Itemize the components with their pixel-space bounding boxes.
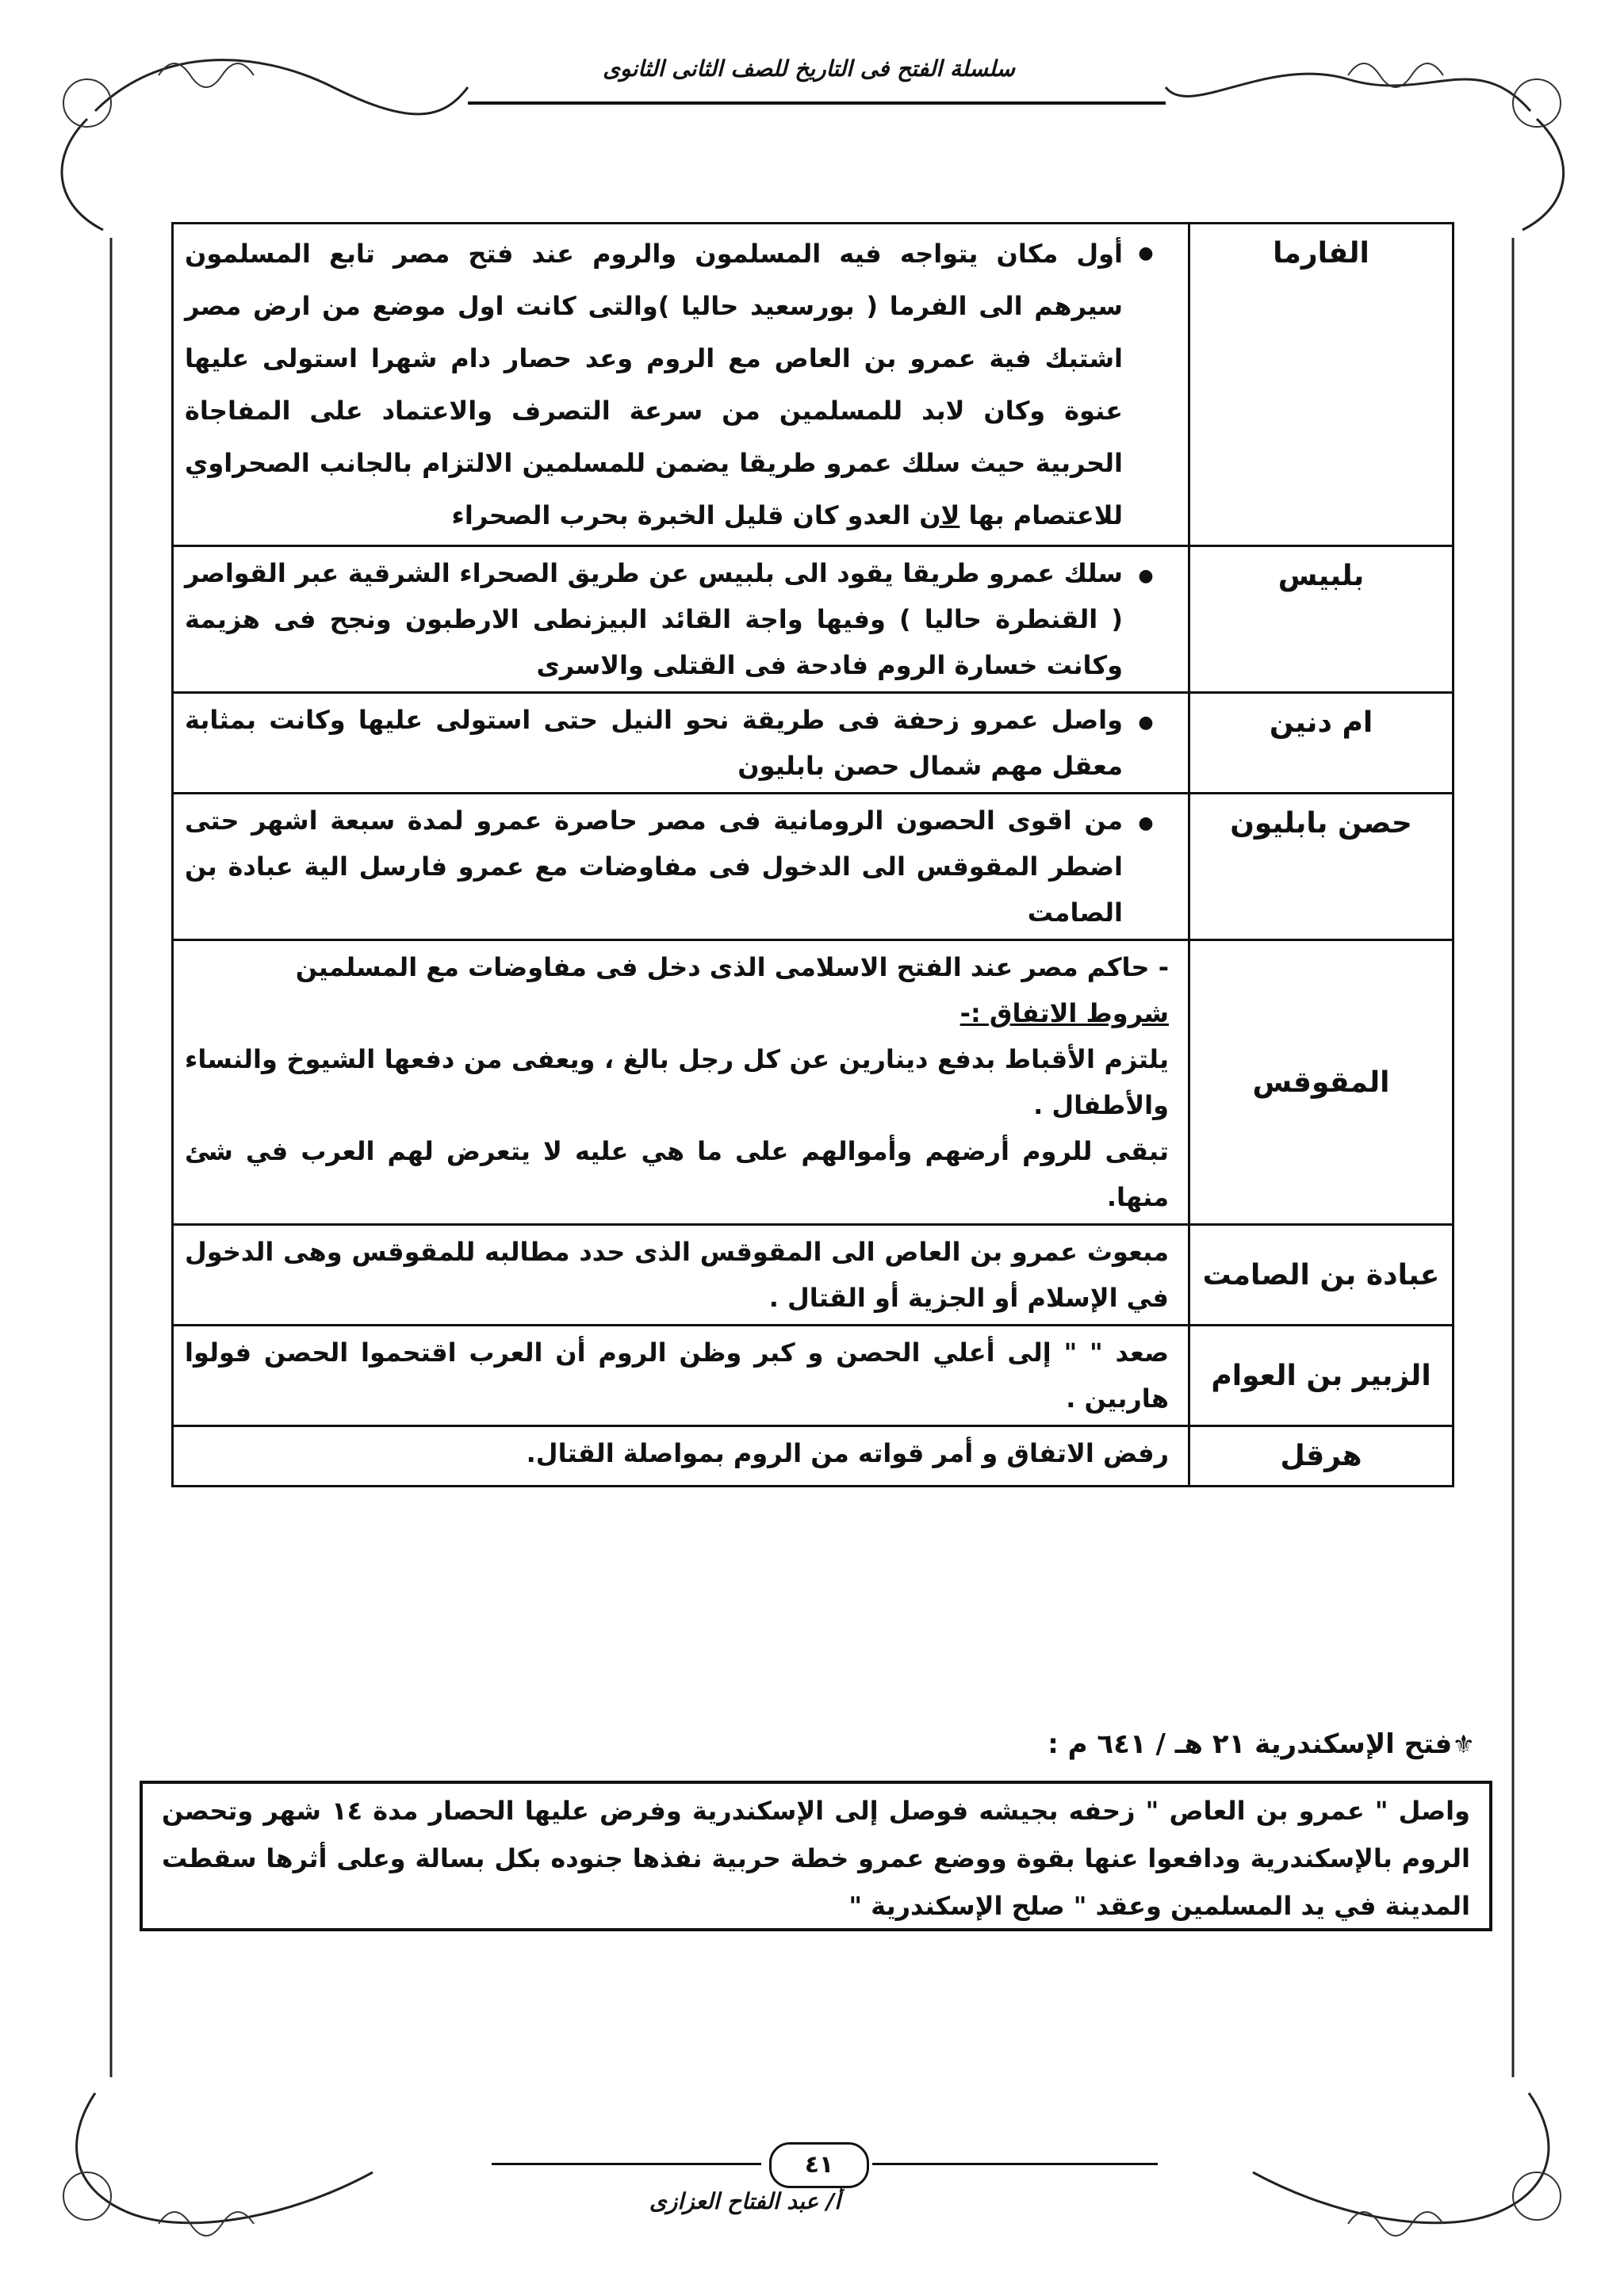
page-number: ٤١ (769, 2142, 869, 2188)
description-cell (173, 224, 1189, 546)
conquest-table (171, 222, 1454, 1487)
fleur-icon: ⚜ (1452, 1729, 1475, 1759)
top-left-vine (95, 60, 468, 114)
description-text: واصل عمرو زحفة فى طريقة نحو النيل حتى استولى عليها وكانت بمثابة معقل مهم شمال حصن بابليون (185, 705, 1123, 781)
condition-1: يلتزم الأقباط بدفع دينارين عن كل رجل بالغ ، ويعفى من دفعها الشيوخ والنساء والأطفال . (185, 1044, 1169, 1120)
term-cell: الزبير بن العوام (1189, 1326, 1454, 1426)
description-cell (173, 794, 1189, 940)
bottom-left-vine (77, 2093, 373, 2223)
description-text: من اقوى الحصون الرومانية فى مصر حاصرة عمرو لمدة سبعة اشهر حتى اضطر المقوقس الى الدخول فى مفاوضات مع عمرو فارسل الية عبادة بن الصامت (185, 806, 1123, 928)
term-cell: بلبيس (1189, 546, 1454, 693)
description-cell (173, 940, 1189, 1225)
description-cell: مبعوث عمرو بن العاص الى المقوقس الذى حدد مطالبه للمقوقس وهى الدخول في الإسلام أو الجزية أو القتال . (173, 1225, 1189, 1326)
table-row (173, 1426, 1454, 1487)
bullet-icon: ● (1138, 713, 1154, 733)
alexandria-heading (714, 1728, 1475, 1760)
bullet-icon: ● (1138, 243, 1154, 263)
description-text: أول مكان يتواجه فيه المسلمون والروم عند فتح مصر تابع المسلمون سيرهم الى الفرما ( بورسعيد حاليا )والتى كانت اول موضع من ارض مصر اشتبك فية عمرو بن العاص مع الروم وعد حصار دام شهرا استولى عليها عنوة وكان لابد للمسلمين من سرعة التصرف والاعتماد على المفاجاة الحربية حيث سلك عمرو طريقا يضمن للمسلمين الالتزام بالجانب الصحراوي للاعتصام بها (185, 239, 1123, 530)
table-row (173, 940, 1454, 1225)
author-name: أ/ عبد الفتاح العزازى (649, 2188, 841, 2214)
table-row (173, 693, 1454, 794)
footer-rule-right (872, 2163, 1158, 2165)
footer-rule-left (492, 2163, 761, 2165)
bullet-icon: ● (1138, 813, 1154, 833)
alexandria-heading-text: فتح الإسكندرية ٢١ هـ / ٦٤١ م : (1048, 1728, 1453, 1760)
table-row (173, 794, 1454, 940)
table-row (173, 1225, 1454, 1326)
description-cell: صعد " " إلى أعلي الحصن و كبر وظن الروم أن العرب اقتحموا الحصن فولوا هاربين . (173, 1326, 1189, 1426)
term-cell: ام دنين (1189, 693, 1454, 794)
bullet-icon: ● (1138, 566, 1154, 586)
description-cell: رفض الاتفاق و أمر قواته من الروم بمواصلة القتال. (173, 1426, 1189, 1487)
top-right-vine (1166, 74, 1530, 111)
table-row (173, 546, 1454, 693)
header-underline (468, 101, 1166, 105)
condition-2: تبقى للروم أرضهم وأموالهم على ما هي عليه لا يتعرض لهم العرب في شئ منها. (185, 1136, 1169, 1212)
table-row (173, 224, 1454, 546)
muqawqis-intro: - حاكم مصر عند الفتح الاسلامى الذى دخل فى مفاوضات مع المسلمين (295, 952, 1169, 982)
term-cell: المقوقس (1189, 940, 1454, 1225)
description-text: سلك عمرو طريقا يقود الى بلبيس عن طريق الصحراء الشرقية عبر القواصر ( القنطرة حاليا ) وفيها واجة القائد البيزنطى الارطبون ونجح فى هزيمة وكانت خسارة الروم فادحة فى القتلى والاسرى (185, 558, 1123, 680)
term-cell: عبادة بن الصامت (1189, 1225, 1454, 1326)
page-header-title: سلسلة الفتح فى التاريخ للصف الثانى الثانوى (603, 55, 1015, 82)
table-row (173, 1326, 1454, 1426)
term-cell: حصن بابليون (1189, 794, 1454, 940)
term-cell: الفارما (1189, 224, 1454, 546)
alexandria-box: واصل " عمرو بن العاص " زحفه بجيشه فوصل إلى الإسكندرية وفرض عليها الحصار مدة ١٤ شهر وتحصن الروم بالإسكندرية ودافعوا عنها بقوة ووضع عمرو خطة حربية نفذها جنوده بكل بسالة وعلى أثرها سقطت المدينة في يد المسلمين وعقد " صلح الإسكندرية " (140, 1781, 1492, 1931)
description-cell (173, 546, 1189, 693)
bottom-right-vine (1253, 2093, 1549, 2223)
term-cell: هرقل (1189, 1426, 1454, 1487)
description-text-end: العدو كان قليل الخبرة بحرب الصحراء (451, 500, 911, 530)
description-cell (173, 693, 1189, 794)
underlined-word: لان (919, 500, 960, 530)
conditions-title: شروط الاتفاق :- (959, 998, 1169, 1028)
